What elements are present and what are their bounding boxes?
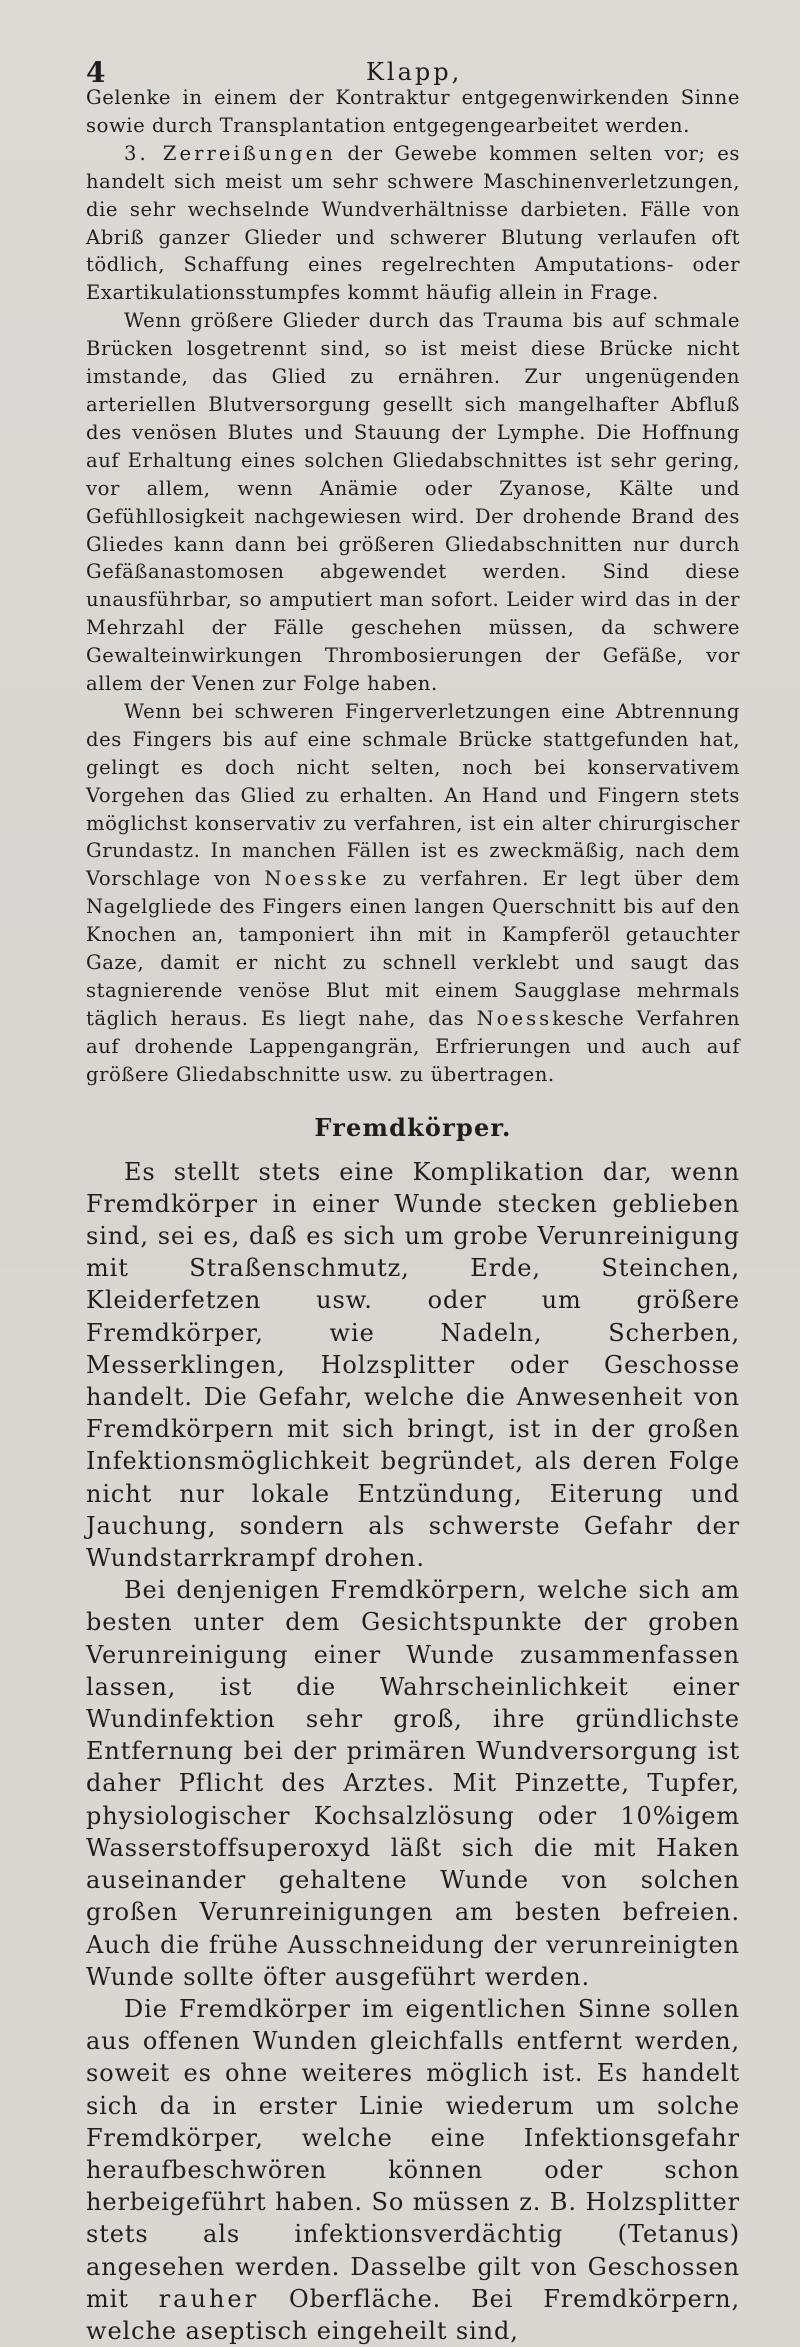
body-text-large: [86, 1156, 740, 2347]
emphasis-text: rauher: [158, 2284, 260, 2313]
paragraph: [86, 698, 740, 1089]
paragraph: [86, 1993, 740, 2347]
paragraph: Es stellt stets eine Komplikation dar, wenn Fremdkörper in einer Wunde stecken geblieben sind, sei es, daß es sich um grobe Verunreinigung mit Straßenschmutz, Erde, Steinchen, Kleiderfetzen usw. oder um größere Fremdkörper, wie Nadeln, Scherben, Messerklingen, Holzsplitter oder Geschosse handelt. Die Gefahr, welche die Anwesenheit von Fremdkörpern mit sich bringt, ist in der großen Infektionsmöglichkeit begründet, als deren Folge nicht nur lokale Entzündung, Eiterung und Jauchung, sondern als schwerste Gefahr der Wundstarrkrampf drohen.: [86, 1157, 740, 1573]
paragraph-text: Oberfläche. Bei Fremdkörpern, welche aseptisch eingeheilt sind,: [86, 2284, 740, 2345]
emphasis-text: 3. Zerreißungen: [124, 141, 336, 165]
paragraph-text: Die Fremdkörper im eigentlichen Sinne sollen aus offenen Wunden gleichfalls entfernt werden, soweit es ohne weiteres möglich ist. Es handelt sich da in erster Linie wiederum um solche Fremdkörper, welche eine Infektionsgefahr heraufbeschwören können oder schon herbeigeführt haben. So müssen z. B. Holzsplitter stets als infektionsverdächtig (Tetanus) angesehen werden. Dasselbe gilt von Geschossen mit: [86, 1994, 740, 2313]
paragraph: Bei denjenigen Fremdkörpern, welche sich am besten unter dem Gesichtspunkte der groben Verunreinigung einer Wunde zusammenfassen lassen, ist die Wahrscheinlichkeit einer Wundinfektion sehr groß, ihre gründlichste Entfernung bei der primären Wundversorgung ist daher Pflicht des Arztes. Mit Pinzette, Tupfer, physiologischer Kochsalzlösung oder 10%igem Wasserstoffsuperoxyd läßt sich die mit Haken auseinander gehaltene Wunde von solchen großen Verunreinigungen am besten befreien. Auch die frühe Ausschneidung der verunreinigten Wunde sollte öfter ausgeführt werden.: [86, 1576, 740, 1991]
paragraph: Gelenke in einem der Kontraktur entgegenwirkenden Sinne sowie durch Transplantation entgegengearbeitet werden.: [86, 86, 740, 137]
author-name: Noess: [476, 1006, 553, 1030]
paragraph-text: der Gewebe kommen selten vor; es handelt sich meist um sehr schwere Maschinenverletzungen, die sehr wechselnde Wundverhältnisse darbieten. Fälle von Abriß ganzer Glieder und schwerer Blutung verlaufen oft tödlich, Schaffung eines regelrechten Amputations- oder Exartikulationsstumpfes kommt häufig allein in Frage.: [86, 141, 740, 305]
paragraph-text: zu verfahren. Er legt über dem Nagelgliede des Fingers einen langen Querschnitt bis auf den Knochen an, tamponiert ihn mit in Kampferöl getauchter Gaze, damit er nicht zu schnell verklebt und saugt das stagnierende venöse Blut mit einem Saugglase mehrmals täglich heraus. Es liegt nahe, das: [86, 867, 740, 1030]
section-heading: Fremdkörper.: [314, 1112, 512, 1142]
paragraph-text: Wenn bei schweren Fingerverletzungen eine Abtrennung des Fingers bis auf eine schmale Brücke stattgefunden hat, gelingt es doch nicht selten, noch bei konservativem Vorgehen das Glied zu erhalten. An Hand und Fingern stets möglichst konservativ zu verfahren, ist ein alter chirurgischer Grundastz. In manchen Fällen ist es zweckmäßig, nach dem Vorschlage von: [86, 699, 740, 891]
author-name: Noesske: [264, 867, 370, 891]
paragraph-text: kesche Verfahren auf drohende Lappengangrän, Erfrierungen und auch auf größere Gliedabschnitte usw. zu übertragen.: [86, 1006, 741, 1086]
page-number: 4: [86, 56, 107, 89]
running-head: Klapp,: [366, 58, 463, 86]
body-text: [86, 84, 740, 1089]
paragraph: Wenn größere Glieder durch das Trauma bis auf schmale Brücken losgetrennt sind, so ist meist diese Brücke nicht imstande, das Glied zu ernähren. Zur ungenügenden arteriellen Blutversorgung gesellt sich mangelhafter Abfluß des venösen Blutes und Stauung der Lymphe. Die Hoffnung auf Erhaltung eines solchen Gliedabschnittes ist sehr gering, vor allem, wenn Anämie oder Zyanose, Kälte und Gefühllosigkeit nachgewiesen wird. Der drohende Brand des Gliedes kann dann bei größeren Gliedabschnitten nur durch Gefäßanastomosen abgewendet werden. Sind diese unausführbar, so amputiert man sofort. Leider wird das in der Mehrzahl der Fälle geschehen müssen, da schwere Gewalteinwirkungen Thrombosierungen der Gefäße, vor allem der Venen zur Folge haben.: [86, 309, 740, 696]
paragraph: [86, 140, 740, 307]
page-header: [86, 44, 740, 89]
